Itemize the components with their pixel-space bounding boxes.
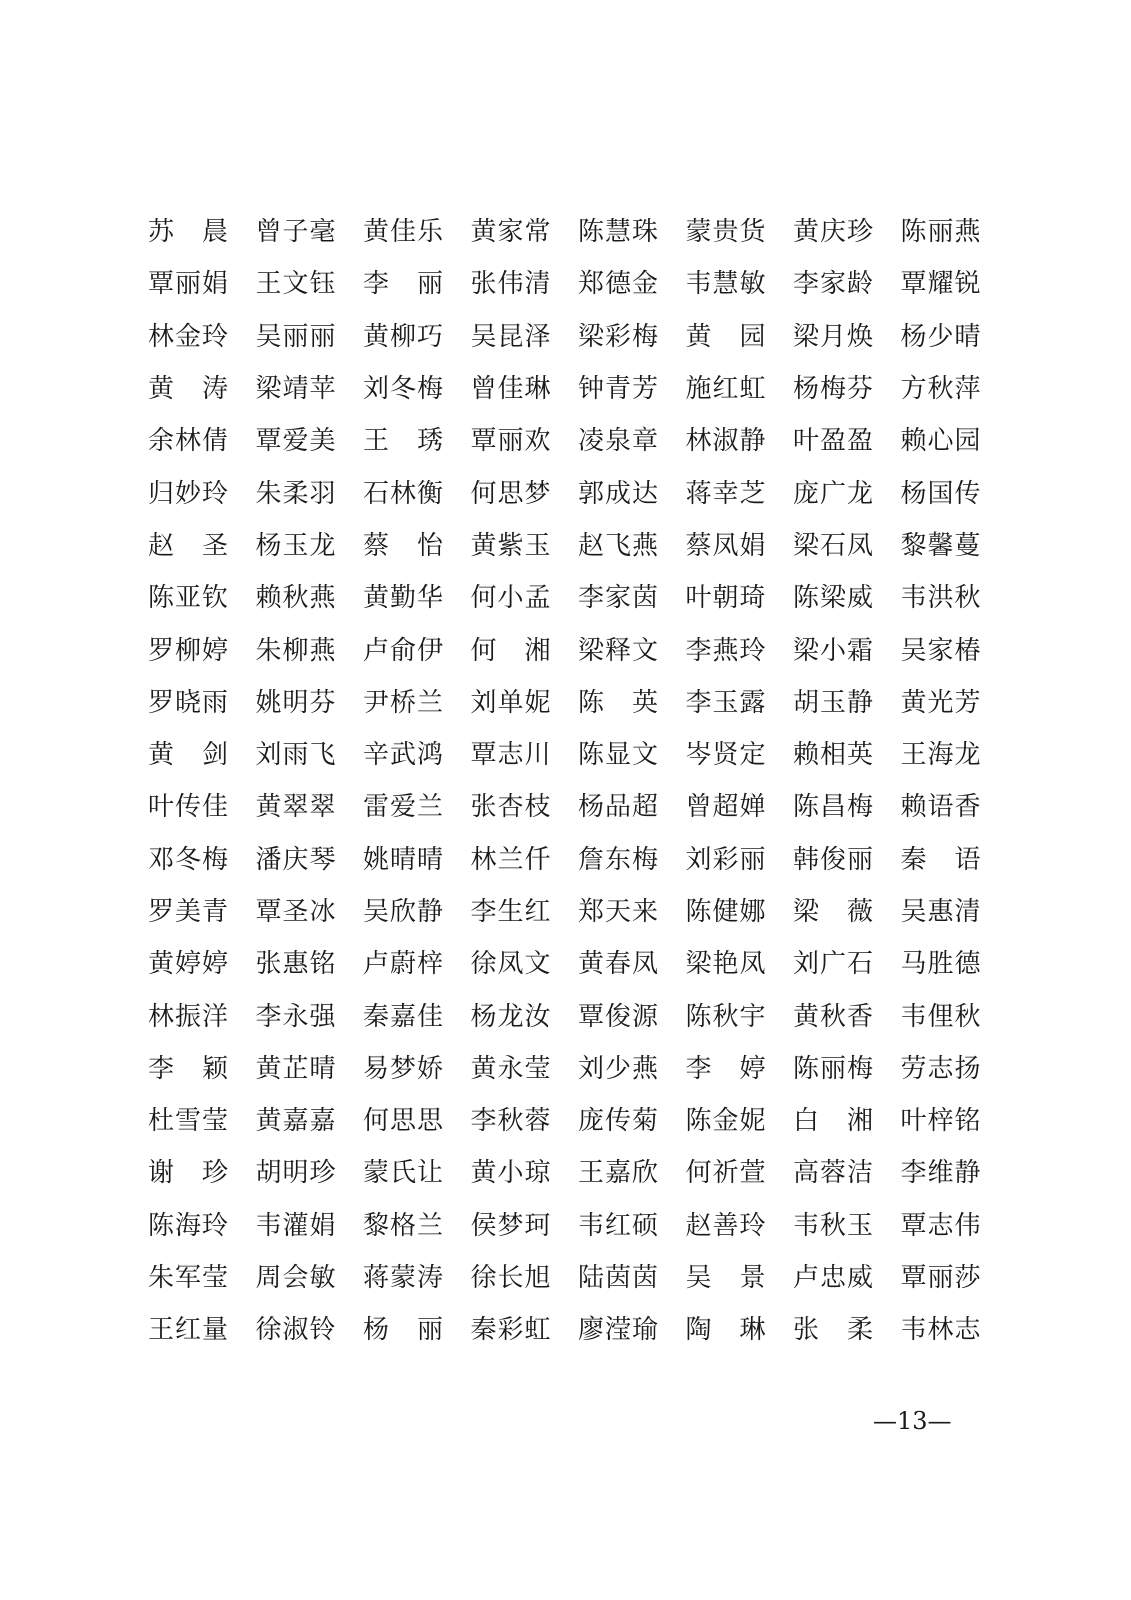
name-entry: 杜雪莹 <box>148 1106 230 1137</box>
name-entry: 刘少燕 <box>578 1053 660 1084</box>
name-entry: 李家茵 <box>578 583 660 614</box>
name-entry: 黄翠翠 <box>255 792 337 823</box>
name-entry: 徐淑铃 <box>255 1315 337 1346</box>
name-entry: 卢忠威 <box>793 1263 875 1294</box>
name-entry: 李永强 <box>255 1001 337 1032</box>
name-entry: 黄紫玉 <box>470 530 552 561</box>
name-entry: 杨梅芬 <box>793 374 875 405</box>
name-entry: 黄春凤 <box>578 949 660 980</box>
name-entry: 黄柳巧 <box>363 321 445 352</box>
name-entry: 黄庆珍 <box>793 217 875 248</box>
name-entry: 陈显文 <box>578 740 660 771</box>
name-entry: 赵善玲 <box>685 1210 767 1241</box>
name-entry: 陶 琳 <box>685 1315 767 1346</box>
name-entry: 覃爱美 <box>255 426 337 457</box>
name-entry: 蔡 怡 <box>363 530 445 561</box>
name-entry: 卢俞伊 <box>363 635 445 666</box>
name-entry: 陆茵茵 <box>578 1263 660 1294</box>
name-entry: 曾子毫 <box>255 217 337 248</box>
name-entry: 朱军莹 <box>148 1263 230 1294</box>
name-entry: 李维静 <box>900 1158 982 1189</box>
name-entry: 李家龄 <box>793 269 875 300</box>
name-row <box>148 624 982 676</box>
name-entry: 侯梦珂 <box>470 1210 552 1241</box>
name-entry: 陈梁威 <box>793 583 875 614</box>
name-entry: 赖相英 <box>793 740 875 771</box>
name-entry: 王 琇 <box>363 426 445 457</box>
name-entry: 韦洪秋 <box>900 583 982 614</box>
name-row <box>148 1095 982 1147</box>
name-entry: 朱柳燕 <box>255 635 337 666</box>
name-entry: 黎馨蔓 <box>900 530 982 561</box>
name-entry: 王海龙 <box>900 740 982 771</box>
page-number: —13— <box>873 1407 952 1435</box>
name-entry: 吴 景 <box>685 1263 767 1294</box>
name-entry: 曾超婵 <box>685 792 767 823</box>
name-entry: 李 丽 <box>363 269 445 300</box>
name-entry: 岑贤定 <box>685 740 767 771</box>
name-entry: 韦俚秋 <box>900 1001 982 1032</box>
name-entry: 李秋蓉 <box>470 1106 552 1137</box>
name-row <box>148 834 982 886</box>
name-entry: 梁彩梅 <box>578 321 660 352</box>
name-entry: 陈 英 <box>578 687 660 718</box>
name-entry: 叶朝琦 <box>685 583 767 614</box>
name-entry: 梁石凤 <box>793 530 875 561</box>
name-entry: 覃耀锐 <box>900 269 982 300</box>
name-row <box>148 1200 982 1252</box>
name-entry: 林振洋 <box>148 1001 230 1032</box>
name-entry: 庞传菊 <box>578 1106 660 1137</box>
name-entry: 张伟清 <box>470 269 552 300</box>
name-entry: 周会敏 <box>255 1263 337 1294</box>
name-entry: 黄婷婷 <box>148 949 230 980</box>
name-entry: 赖心园 <box>900 426 982 457</box>
name-entry: 赵 圣 <box>148 530 230 561</box>
name-entry: 陈金妮 <box>685 1106 767 1137</box>
name-entry: 李燕玲 <box>685 635 767 666</box>
name-entry: 赖语香 <box>900 792 982 823</box>
name-entry: 吴丽丽 <box>255 321 337 352</box>
name-entry: 叶梓铭 <box>900 1106 982 1137</box>
name-entry: 张惠铭 <box>255 949 337 980</box>
name-entry: 钟青芳 <box>578 374 660 405</box>
name-entry: 罗晓雨 <box>148 687 230 718</box>
name-entry: 黎格兰 <box>363 1210 445 1241</box>
name-entry: 王红量 <box>148 1315 230 1346</box>
name-entry: 黄小琼 <box>470 1158 552 1189</box>
name-entry: 梁艳凤 <box>685 949 767 980</box>
name-entry: 蒙氏让 <box>363 1158 445 1189</box>
name-entry: 何 湘 <box>470 635 552 666</box>
name-entry: 黄嘉嘉 <box>255 1106 337 1137</box>
name-entry: 廖滢瑜 <box>578 1315 660 1346</box>
name-entry: 李生红 <box>470 897 552 927</box>
name-entry: 蔡凤娟 <box>685 530 767 561</box>
name-entry: 方秋萍 <box>900 374 982 405</box>
name-entry: 刘广石 <box>793 949 875 980</box>
name-entry: 蒙贵货 <box>685 217 767 248</box>
name-row <box>148 781 982 833</box>
name-entry: 韦秋玉 <box>793 1210 875 1241</box>
name-entry: 刘彩丽 <box>685 844 767 875</box>
name-entry: 杨 丽 <box>363 1315 445 1346</box>
name-entry: 杨品超 <box>578 792 660 823</box>
name-row <box>148 729 982 781</box>
name-row <box>148 938 982 990</box>
name-entry: 詹东梅 <box>578 844 660 875</box>
name-entry: 黄秋香 <box>793 1001 875 1032</box>
name-entry: 朱柔羽 <box>255 478 337 509</box>
name-entry: 吴欣静 <box>363 897 445 927</box>
name-entry: 黄 涛 <box>148 374 230 405</box>
name-entry: 秦嘉佳 <box>363 1001 445 1032</box>
name-row <box>148 415 982 467</box>
name-entry: 杨国传 <box>900 478 982 509</box>
name-entry: 秦 语 <box>900 844 982 875</box>
name-row <box>148 572 982 624</box>
name-entry: 姚晴晴 <box>363 844 445 875</box>
name-entry: 郑天来 <box>578 897 660 927</box>
name-entry: 叶传佳 <box>148 792 230 823</box>
name-row <box>148 1252 982 1304</box>
name-entry: 黄 园 <box>685 321 767 352</box>
name-entry: 陈慧珠 <box>578 217 660 248</box>
name-entry: 黄芷晴 <box>255 1053 337 1084</box>
name-entry: 蒋蒙涛 <box>363 1263 445 1294</box>
name-row <box>148 1043 982 1095</box>
name-list <box>148 206 982 1357</box>
name-entry: 吴家椿 <box>900 635 982 666</box>
name-entry: 黄家常 <box>470 217 552 248</box>
name-entry: 王嘉欣 <box>578 1158 660 1189</box>
name-entry: 施红虹 <box>685 374 767 405</box>
name-entry: 易梦娇 <box>363 1053 445 1084</box>
name-entry: 谢 珍 <box>148 1158 230 1189</box>
name-entry: 陈健娜 <box>685 897 767 927</box>
name-entry: 梁月焕 <box>793 321 875 352</box>
name-entry: 陈海玲 <box>148 1210 230 1241</box>
name-entry: 卢蔚梓 <box>363 949 445 980</box>
name-entry: 刘冬梅 <box>363 374 445 405</box>
name-entry: 梁释文 <box>578 635 660 666</box>
name-row <box>148 363 982 415</box>
name-entry: 何小孟 <box>470 583 552 614</box>
name-entry: 吴惠清 <box>900 897 982 927</box>
name-entry: 韦林志 <box>900 1315 982 1346</box>
name-row <box>148 206 982 258</box>
name-entry: 辛武鸿 <box>363 740 445 771</box>
name-entry: 胡明珍 <box>255 1158 337 1189</box>
name-entry: 尹桥兰 <box>363 687 445 718</box>
name-entry: 林金玲 <box>148 321 230 352</box>
name-entry: 吴昆泽 <box>470 321 552 352</box>
name-entry: 陈亚钦 <box>148 583 230 614</box>
name-entry: 郑德金 <box>578 269 660 300</box>
name-entry: 黄勤华 <box>363 583 445 614</box>
name-entry: 张杏枝 <box>470 792 552 823</box>
name-entry: 陈丽梅 <box>793 1053 875 1084</box>
name-row <box>148 311 982 363</box>
name-row <box>148 467 982 519</box>
name-row <box>148 677 982 729</box>
name-entry: 黄佳乐 <box>363 217 445 248</box>
name-entry: 梁小霜 <box>793 635 875 666</box>
name-entry: 杨龙汝 <box>470 1001 552 1032</box>
name-entry: 潘庆琴 <box>255 844 337 875</box>
name-entry: 庞广龙 <box>793 478 875 509</box>
name-entry: 何思梦 <box>470 478 552 509</box>
name-entry: 李 婷 <box>685 1053 767 1084</box>
name-entry: 刘单妮 <box>470 687 552 718</box>
name-entry: 李 颖 <box>148 1053 230 1084</box>
name-entry: 黄 剑 <box>148 740 230 771</box>
name-entry: 高蓉洁 <box>793 1158 875 1189</box>
name-entry: 归妙玲 <box>148 478 230 509</box>
name-entry: 叶盈盈 <box>793 426 875 457</box>
name-entry: 陈秋宇 <box>685 1001 767 1032</box>
name-entry: 赵飞燕 <box>578 530 660 561</box>
name-row <box>148 1147 982 1199</box>
name-entry: 徐凤文 <box>470 949 552 980</box>
name-entry: 白 湘 <box>793 1106 875 1137</box>
name-entry: 罗美青 <box>148 897 230 927</box>
name-row <box>148 1304 982 1356</box>
name-entry: 石林衡 <box>363 478 445 509</box>
name-entry: 余林倩 <box>148 426 230 457</box>
name-entry: 赖秋燕 <box>255 583 337 614</box>
name-entry: 马胜德 <box>900 949 982 980</box>
name-entry: 苏 晨 <box>148 217 230 248</box>
name-entry: 韦慧敏 <box>685 269 767 300</box>
name-entry: 胡玉静 <box>793 687 875 718</box>
name-entry: 梁靖苹 <box>255 374 337 405</box>
name-entry: 覃丽娟 <box>148 269 230 300</box>
name-entry: 黄光芳 <box>900 687 982 718</box>
name-entry: 覃圣冰 <box>255 897 337 927</box>
name-entry: 蒋幸芝 <box>685 478 767 509</box>
name-entry: 林兰仟 <box>470 844 552 875</box>
name-entry: 覃丽欢 <box>470 426 552 457</box>
name-entry: 姚明芬 <box>255 687 337 718</box>
name-entry: 秦彩虹 <box>470 1315 552 1346</box>
name-entry: 覃志伟 <box>900 1210 982 1241</box>
name-row <box>148 520 982 572</box>
name-entry: 何思思 <box>363 1106 445 1137</box>
name-entry: 陈丽燕 <box>900 217 982 248</box>
name-entry: 覃俊源 <box>578 1001 660 1032</box>
name-entry: 李玉露 <box>685 687 767 718</box>
name-entry: 覃志川 <box>470 740 552 771</box>
name-entry: 韦灌娟 <box>255 1210 337 1241</box>
name-entry: 陈昌梅 <box>793 792 875 823</box>
name-entry: 刘雨飞 <box>255 740 337 771</box>
name-entry: 韦红硕 <box>578 1210 660 1241</box>
name-entry: 曾佳琳 <box>470 374 552 405</box>
name-entry: 梁 薇 <box>793 897 875 927</box>
name-entry: 黄永莹 <box>470 1053 552 1084</box>
name-entry: 张 柔 <box>793 1315 875 1346</box>
name-entry: 邓冬梅 <box>148 844 230 875</box>
name-entry: 韩俊丽 <box>793 844 875 875</box>
name-entry: 覃丽莎 <box>900 1263 982 1294</box>
name-entry: 杨玉龙 <box>255 530 337 561</box>
name-entry: 徐长旭 <box>470 1263 552 1294</box>
name-entry: 劳志扬 <box>900 1053 982 1084</box>
name-row <box>148 886 982 938</box>
name-entry: 郭成达 <box>578 478 660 509</box>
name-row <box>148 990 982 1042</box>
name-entry: 林淑静 <box>685 426 767 457</box>
name-entry: 王文钰 <box>255 269 337 300</box>
name-entry: 罗柳婷 <box>148 635 230 666</box>
name-entry: 凌泉章 <box>578 426 660 457</box>
name-entry: 何祈萱 <box>685 1158 767 1189</box>
name-entry: 雷爱兰 <box>363 792 445 823</box>
name-entry: 杨少晴 <box>900 321 982 352</box>
name-row <box>148 258 982 310</box>
